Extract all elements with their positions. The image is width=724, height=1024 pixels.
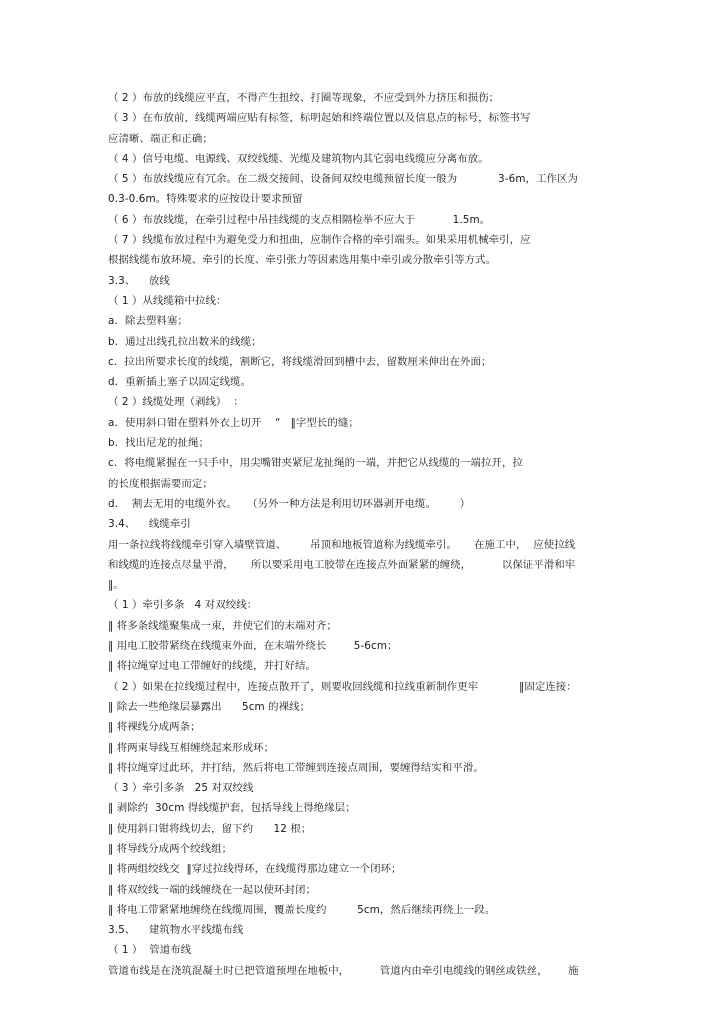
text-line: ‖ 将两束导线互相缠绕起来形成环； [108, 741, 275, 754]
text-line: 应清晰、端正和正确； [108, 132, 213, 145]
text-line: （ 2 ）线缆处理（剥线） ： [108, 396, 244, 409]
document-body [108, 88, 616, 981]
text-line: c．拉出所要求长度的线缆，割断它，将线缆滑回到槽中去，留数厘米伸出在外面； [108, 355, 492, 368]
text-line: ‖ 将多条线缆聚集成一束，并使它们的末端对齐； [108, 619, 337, 632]
text-line: （ 7 ）线缆布放过程中为避免受力和扭曲，应制作合格的牵引端头。如果采用机械牵引，应 [108, 234, 531, 247]
text-line: 0.3-0.6m。特殊要求的应按设计要求预留 [108, 193, 303, 206]
text-line: ‖ 将两组绞线交 ‖穿过拉线得环，在线缆得那边建立一个闭环； [108, 863, 402, 876]
text-line: ‖ 将拉绳穿过此环，并打结，然后将电工带缠到连接点周围，要缠得结实和平滑。 [108, 761, 484, 774]
text-line: 根据线缆布放环境、牵引的长度、牵引张力等因素选用集中牵引或分散牵引等方式。 [108, 254, 497, 267]
text-line: 用一条拉线将线缆牵引穿入墙壁管道、 吊顶和地板管道称为线缆牵引。 在施工中， 应使拉线 [108, 538, 576, 551]
text-line: ‖ 将导线分成两个绞线组； [108, 842, 233, 855]
text-line: （ 6 ）布放线缆，在牵引过程中吊挂线缆的支点相隔检举不应大于 1.5m。 [108, 213, 491, 226]
text-line: ‖ 将双绞线一端的线缠绕在一起以使环封闭； [108, 883, 317, 896]
section-heading: 3.4、 线缆牵引 [108, 518, 191, 531]
text-line: d． 割去无用的电缆外衣。 （另外一种方法是利用切环器剥开电缆。 ） [108, 497, 471, 510]
section-heading: 3.5、 建筑物水平线缆布线 [108, 924, 244, 937]
text-line: ‖ 除去一些绝缘层暴露出 5cm 的裸线； [108, 700, 311, 713]
section-heading: 3.3、 放线 [108, 274, 170, 287]
text-line: （ 3 ）在布放前，线缆两端应贴有标签，标明起始和终端位置以及信息点的标号，标签书写 [108, 112, 531, 125]
text-line: ‖ 将拉绳穿过电工带缠好的线缆，并打好结。 [108, 660, 317, 673]
text-line: b．通过出线孔拉出数米的线缆； [108, 335, 262, 348]
text-line: ‖ 将裸线分成两条； [108, 721, 201, 734]
text-line: d．重新插上塞子以固定线缆。 [108, 376, 252, 389]
text-line: （ 4 ）信号电缆、电源线、双绞线缆、光缆及建筑物内其它弱电线缆应分离布放。 [108, 152, 489, 165]
text-line: ‖ 将电工带紧紧地缠绕在线缆周围，覆盖长度约 5cm，然后继续再绕上一段。 [108, 903, 496, 916]
text-line: （ 2 ）布放的线缆应平直，不得产生扭绞、打圈等现象，不应受到外力挤压和损伤； [108, 92, 500, 104]
text-line: a．除去塑料塞； [108, 315, 188, 328]
text-line: （ 2 ）如果在拉线缆过程中，连接点散开了，则要收回线缆和拉线重新制作更牢 ‖固定连接： [108, 680, 577, 693]
text-line: ‖ 剥除约 30cm 得线缆护套，包括导线上得绝缘层； [108, 802, 356, 815]
text-line: ‖。 [108, 579, 124, 592]
text-line: （ 1 ） 管道布线 [108, 944, 192, 957]
text-line: c．将电缆紧握在一只手中，用尖嘴钳夹紧尼龙扯绳的一端，并把它从线缆的一端拉开，拉 [108, 457, 523, 470]
text-line: （ 1 ）从线缆箱中拉线： [108, 294, 227, 307]
text-line: 管道布线是在浇筑混凝土时已把管道预埋在地板中， 管道内由牵引电缆线的钢丝或铁丝， 施 [108, 964, 579, 977]
text-line: ‖ 用电工胶带紧绕在线缆束外面，在末端外绕长 5-6cm； [108, 640, 398, 653]
text-line: （ 5 ）布放线缆应有冗余。在二级交接间、设备间双绞电缆预留长度一般为 3-6m，工作区为 [108, 173, 578, 186]
text-line: （ 1 ）牵引多条 4 对双绞线： [108, 599, 258, 612]
text-line: 的长度根据需要而定； [108, 477, 213, 490]
text-line: （ 3 ）牵引多条 25 对双绞线 [108, 782, 254, 795]
text-line: ‖ 使用斜口钳将线切去，留下约 12 根； [108, 822, 312, 835]
text-line: 和线缆的连接点尽量平滑， 所以要采用电工胶带在连接点外面紧紧的缠绕， 以保证平滑和牢 [108, 558, 576, 571]
text-line: a．使用斜口钳在塑料外衣上切开 “ ‖字型长的缝； [108, 416, 359, 429]
text-line: b．找出尼龙的扯绳； [108, 437, 210, 450]
